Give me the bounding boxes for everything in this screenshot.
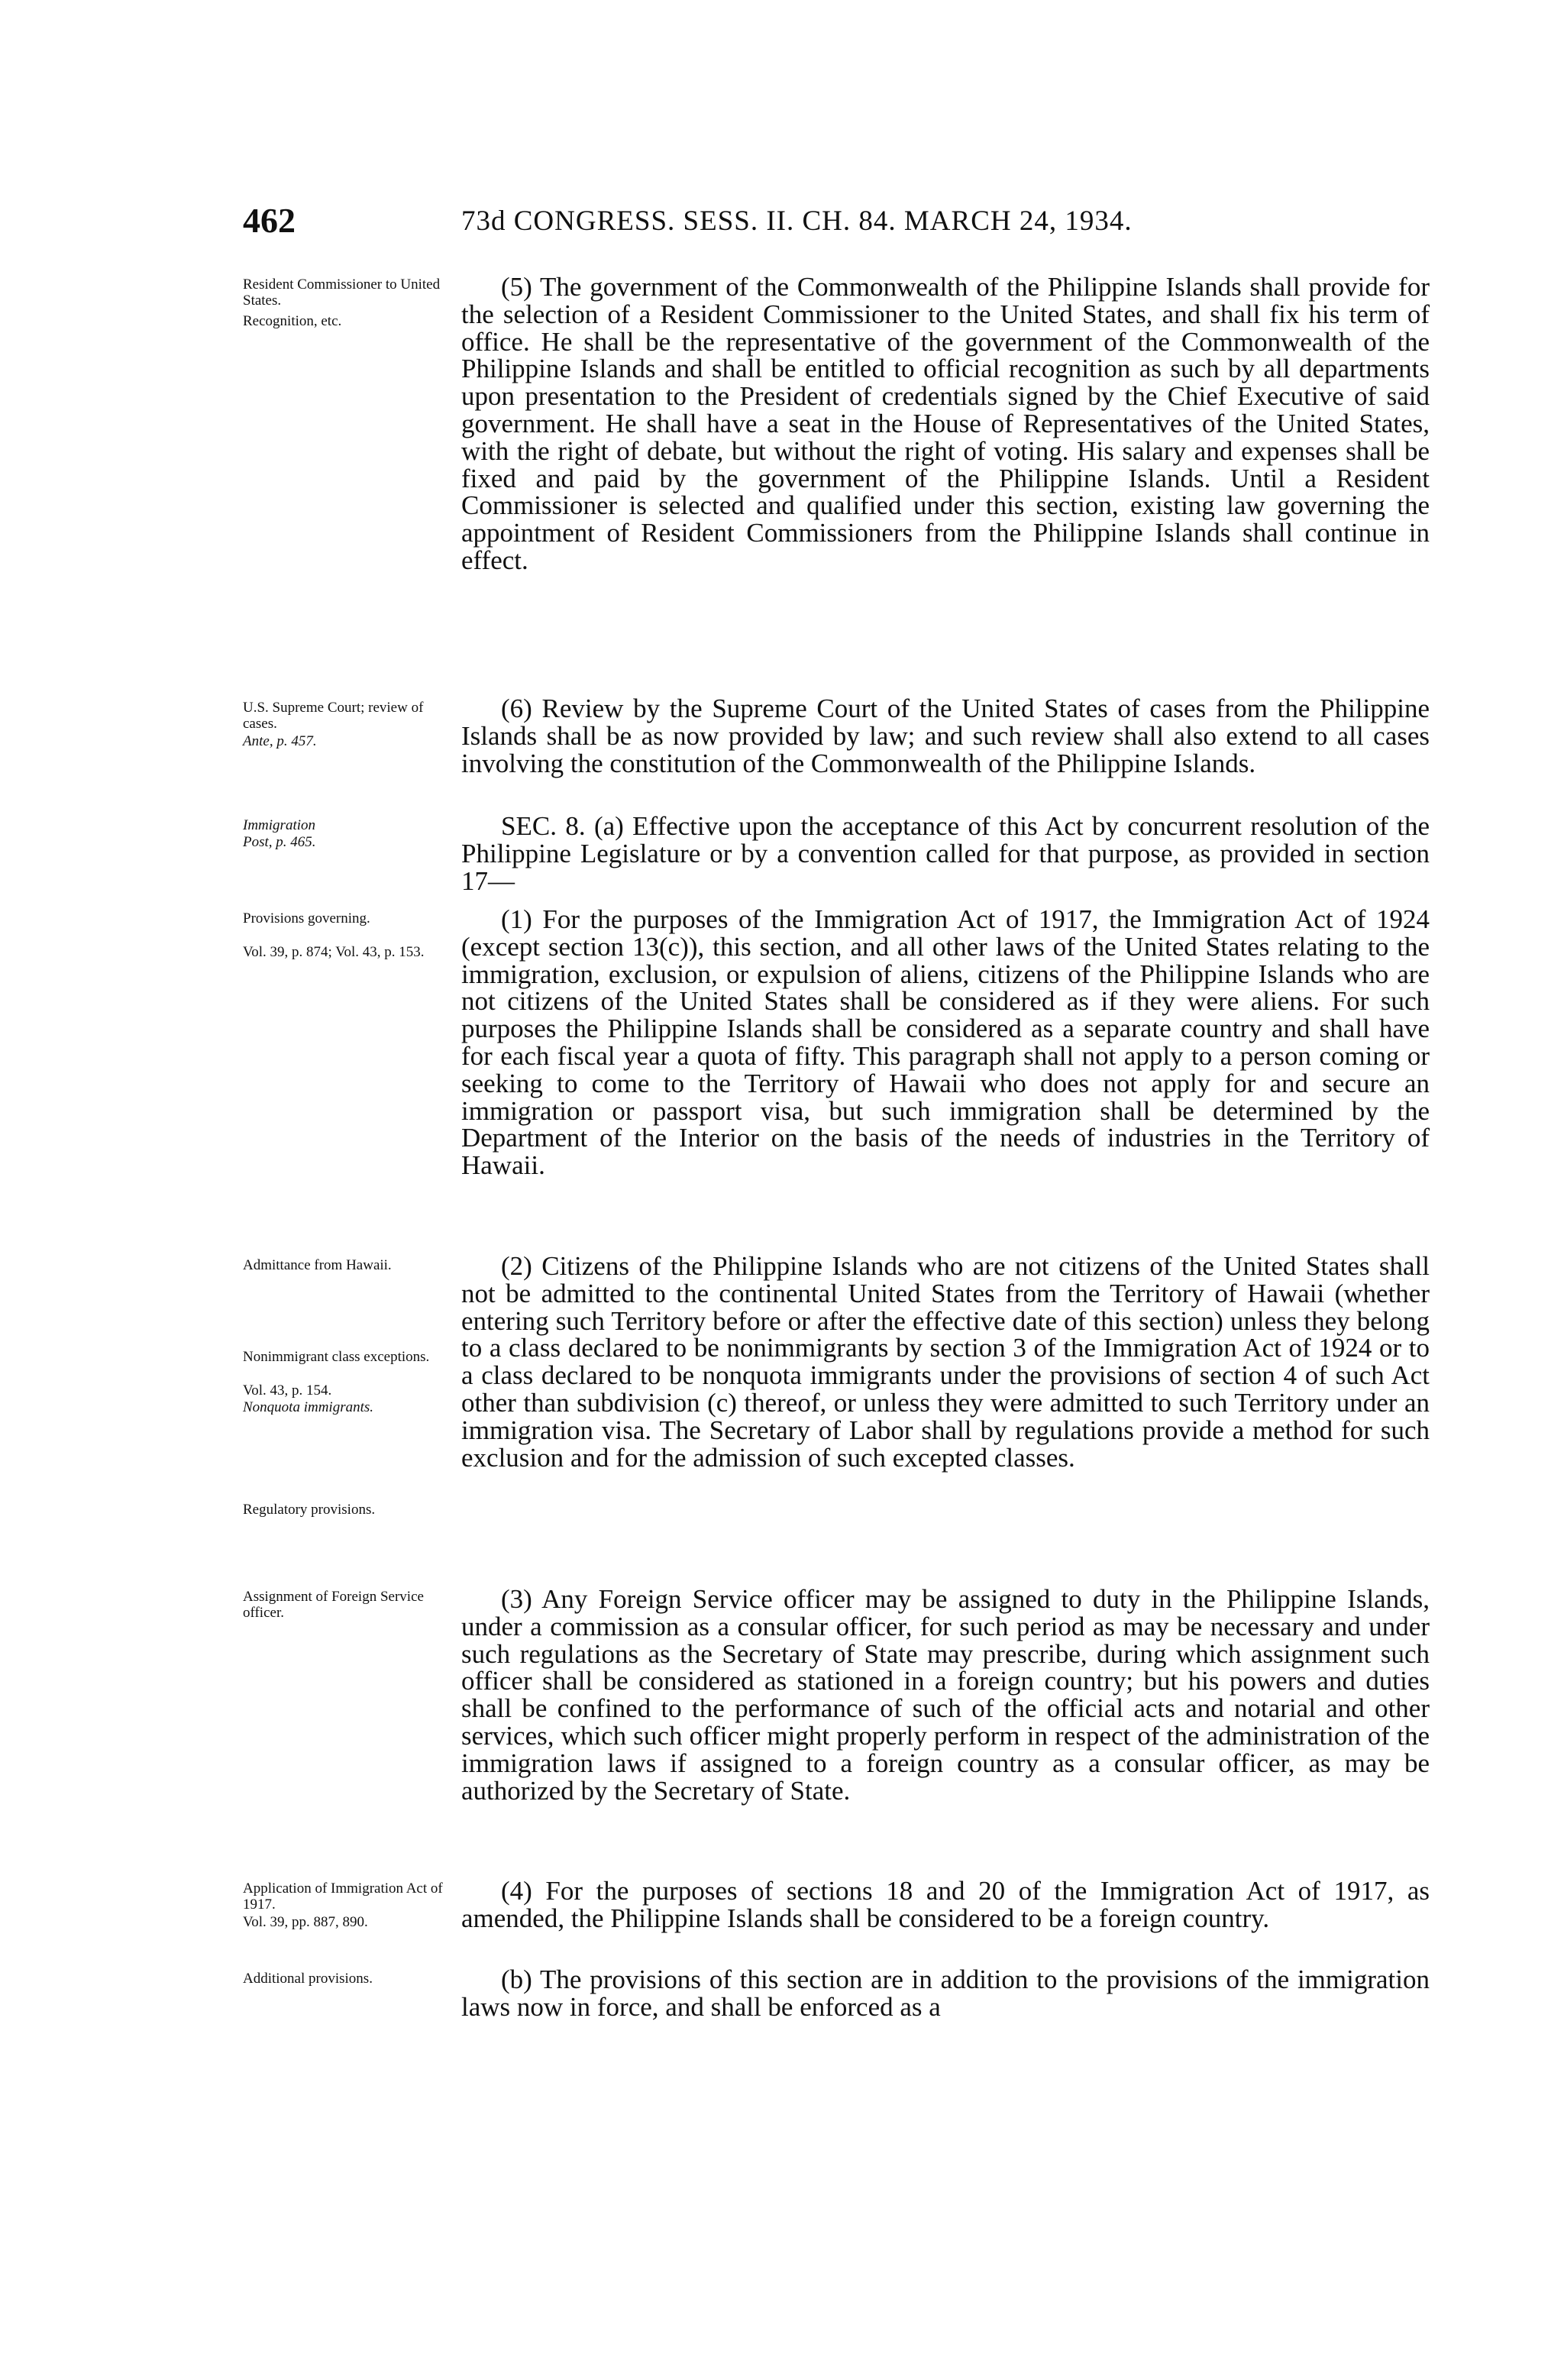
margin-note-resident-commissioner: Resident Commissioner to United States. (243, 276, 441, 309)
paragraph-foreign-service-3: (3) Any Foreign Service officer may be assigned to duty in the Philippine Islands, under a commission as a consular officer, for such period as may be necessary and under such regulations as the Secretary of State may prescribe, during which assignment such officer shall be considered as stationed in a foreign country; but his powers and duties shall be confined to the performance of such of the official acts and notarial and other services, which such officer might properly perform in respect of the administration of the immigration laws if assigned to a foreign country as a consular officer, as may be authorized by the Secretary of State. (461, 1584, 1430, 1806)
margin-note-application-1917: Application of Immigration Act of 1917. (243, 1880, 443, 1913)
margin-note-ante: Ante, p. 457. (243, 733, 317, 749)
running-head: 73d CONGRESS. SESS. II. CH. 84. MARCH 24, 1934. (461, 205, 1133, 237)
paragraph-supreme-court-review: (6) Review by the Supreme Court of the United States of cases from the Philippine Islands shall be as now provided by law; and such review shall also extend to all cases involving the constitution of the Commonwealth of the Philippine Islands. (461, 694, 1430, 778)
margin-note-recognition: Recognition, etc. (243, 313, 342, 329)
margin-note-vol-39-887: Vol. 39, pp. 887, 890. (243, 1914, 368, 1930)
margin-note-post: Post, p. 465. (243, 834, 316, 850)
margin-note-provisions-governing: Provisions governing. (243, 910, 370, 926)
paragraph-resident-commissioner: (5) The government of the Commonwealth of the Philippine Islands shall provide for the selection of a Resident Commissioner to the United States, and shall fix his term of office. He shall be the representative of the government of the Commonwealth of the Philippine Islands and shall be entitled to official recognition as such by all departments upon presentation to the President of credentials signed by the Chief Executive of said government. He shall have a seat in the House of Representatives of the United States, with the right of debate, but without the right of voting. His salary and expenses shall be fixed and paid by the government of the Philippine Islands. Until a Resident Commissioner is selected and qualified under this section, existing law governing the appointment of Resident Commissioners from the Philippine Islands shall continue in effect. (461, 272, 1430, 575)
paragraph-hawaii-2: (2) Citizens of the Philippine Islands who are not citizens of the United States shall not be admitted to the continental United States from the Territory of Hawaii (whether entering such Territory before or after the effective date of this section) unless they belong to a class declared to be nonimmigrants by section 3 of the Immigration Act of 1924 or to a class declared to be nonquota immigrants under the provisions of section 4 of such Act other than subdivision (c) thereof, or unless they were admitted to such Territory under an immigration visa. The Secretary of Labor shall by regulations provide a method for such exclusion and for the admission of such excepted classes. (461, 1251, 1430, 1473)
margin-note-regulatory: Regulatory provisions. (243, 1502, 376, 1518)
margin-note-nonimmigrant: Nonimmigrant class exceptions. (243, 1349, 430, 1365)
page-number: 462 (243, 201, 296, 240)
page-header (0, 200, 1564, 238)
margin-note-vol-39-874: Vol. 39, p. 874; Vol. 43, p. 153. (243, 944, 425, 960)
paragraph-immigration-1: (1) For the purposes of the Immigration Act of 1917, the Immigration Act of 1924 (except section 13(c)), this section, and all other laws of the United States relating to the immigration, exclusion, or expulsion of aliens, citizens of the Philippine Islands who are not citizens of the United States shall be considered as if they were aliens. For such purposes the Philippine Islands shall be considered as a separate country and shall have for each fiscal year a quota of fifty. This paragraph shall not apply to a person coming or seeking to come to the Territory of Hawaii who does not apply for and secure an immigration or passport visa, but such immigration shall be determined by the Department of the Interior on the basis of the needs of industries in the Territory of Hawaii. (461, 904, 1430, 1181)
margin-note-nonquota: Nonquota immigrants. (243, 1399, 374, 1415)
margin-note-admittance-hawaii: Admittance from Hawaii. (243, 1257, 392, 1273)
paragraph-additional-b: (b) The provisions of this section are in addition to the provisions of the immigration laws now in force, and shall be enforced as a (461, 1964, 1430, 2022)
margin-note-supreme-court: U.S. Supreme Court; review of cases. (243, 700, 424, 732)
paragraph-section-8a: SEC. 8. (a) Effective upon the acceptance of this Act by concurrent resolution of the Philippine Legislature or by a convention called for that purpose, as provided in section 17— (461, 811, 1430, 896)
margin-note-foreign-service: Assignment of Foreign Service officer. (243, 1589, 424, 1621)
margin-note-vol-43-154: Vol. 43, p. 154. (243, 1382, 332, 1399)
paragraph-immigration-act-4: (4) For the purposes of sections 18 and 20 of the Immigration Act of 1917, as amended, the Philippine Islands shall be considered to be a foreign country. (461, 1876, 1430, 1933)
margin-note-immigration: Immigration (243, 817, 315, 833)
margin-note-additional: Additional provisions. (243, 1971, 373, 1987)
